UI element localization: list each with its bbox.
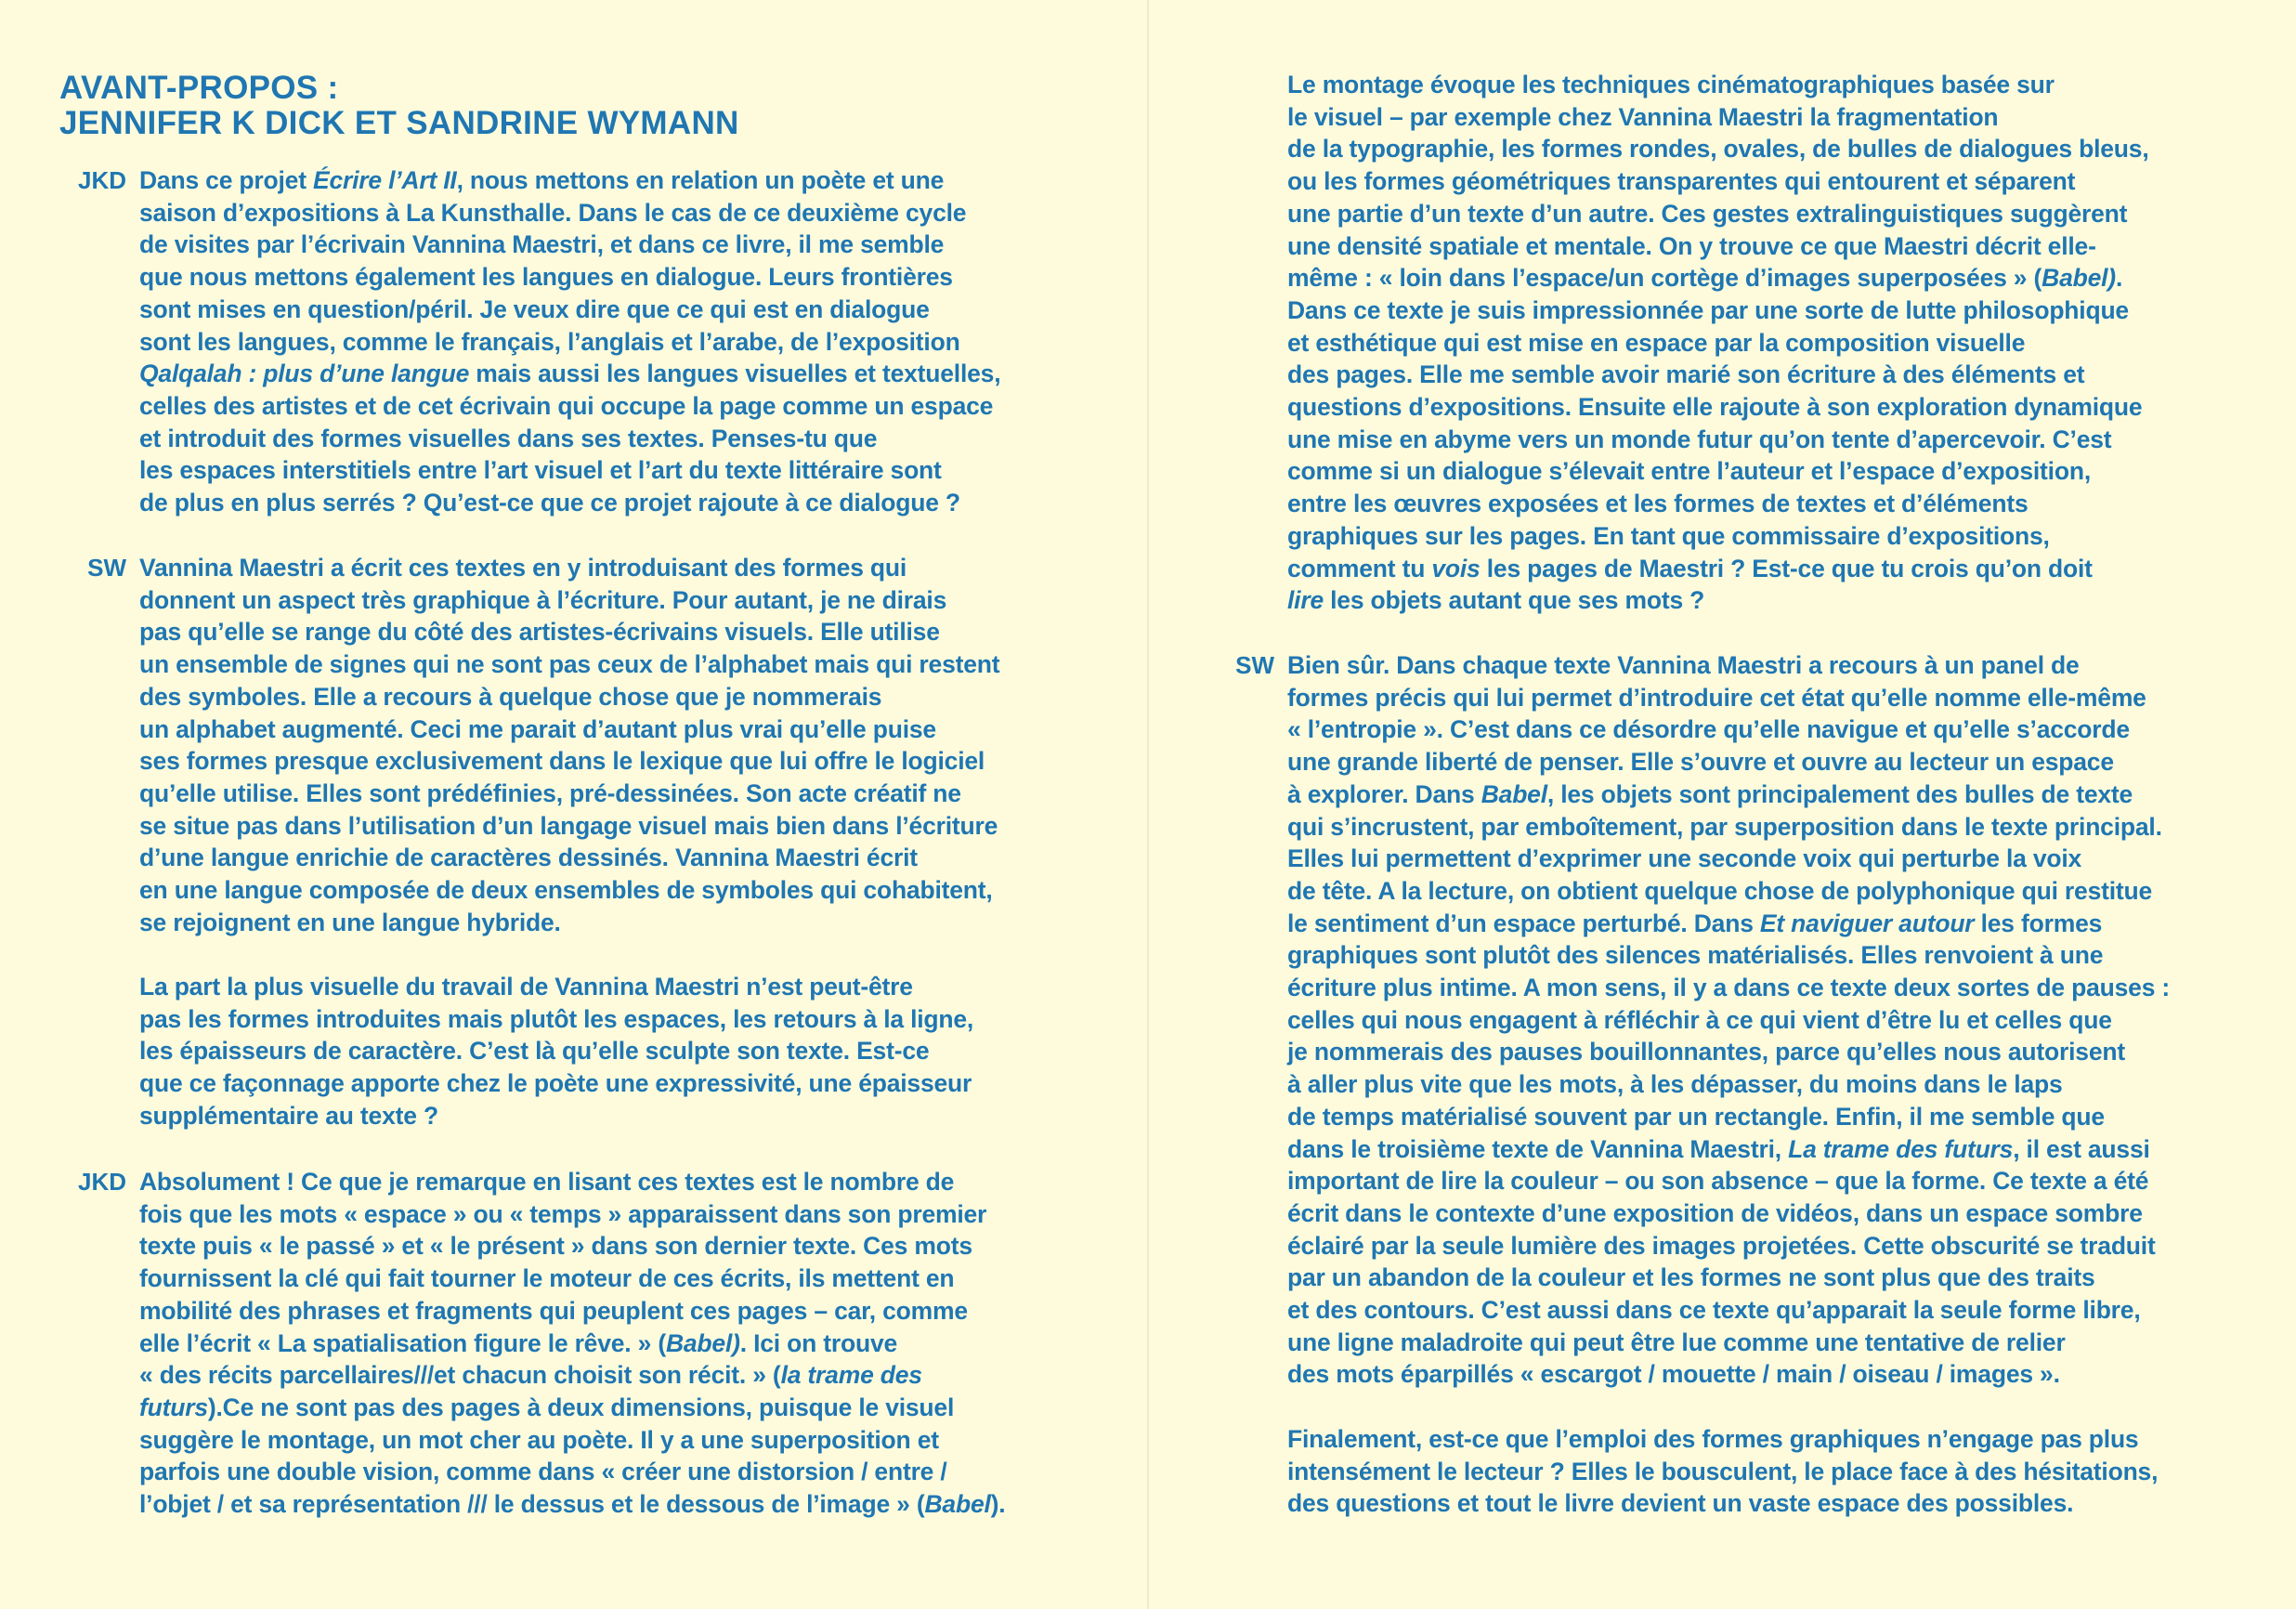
text-line: mobilité des phrases et fragments qui peuplent ces pages – car, comme	[139, 1296, 968, 1325]
text-line: Le montage évoque les techniques cinématographiques basée sur	[1287, 71, 2055, 98]
text-line: que nous mettons également les langues en dialogue. Leurs frontières	[139, 263, 953, 292]
speaker-label: SW	[87, 554, 126, 582]
right-page	[1148, 0, 2296, 1609]
text-line: Absolument ! Ce que je remarque en lisant ces textes est le nombre de	[139, 1168, 955, 1196]
text-line: un alphabet augmenté. Ceci me parait d’autant plus vrai qu’elle puise	[139, 714, 936, 743]
text-line: en une langue composée de deux ensembles de symboles qui cohabitent,	[139, 876, 993, 905]
text-line: un ensemble de signes qui ne sont pas ceux de l’alphabet mais qui restent	[139, 650, 1000, 679]
text-line: une densité spatiale et mentale. On y trouve ce que Maestri décrit elle-	[1287, 231, 2096, 260]
italic-text: Et naviguer autour	[1759, 909, 1975, 937]
text-line: donnent un aspect très graphique à l’écriture. Pour autant, je ne dirais	[139, 585, 947, 614]
title-line-2: JENNIFER K DICK ET SANDRINE WYMANN	[59, 105, 739, 141]
text-line: et introduit des formes visuelles dans ses textes. Penses-tu que	[139, 424, 878, 452]
text-line: que ce façonnage apporte chez le poète une expressivité, une épaisseur	[139, 1069, 972, 1098]
text-line: graphiques sont plutôt des silences matérialisés. Elles renvoient à une	[1287, 941, 2104, 970]
text-line: d’une langue enrichie de caractères dessinés. Vannina Maestri écrit	[139, 844, 918, 872]
italic-text: futurs	[139, 1393, 208, 1421]
text-line: pas les formes introduites mais plutôt les espaces, les retours à la ligne,	[139, 1004, 974, 1033]
text-line: par un abandon de la couleur et les formes ne sont plus que des traits	[1287, 1263, 2095, 1292]
text-line: éclairé par la seule lumière des images projetées. Cette obscurité se traduit	[1287, 1231, 2156, 1260]
text-line: fois que les mots « espace » ou « temps » apparaissent dans son premier	[139, 1199, 987, 1228]
text-line: le visuel – par exemple chez Vannina Maestri la fragmentation	[1287, 102, 1999, 131]
text-line: je nommerais des pauses bouillonnantes, parce qu’elles nous autorisent	[1287, 1038, 2125, 1066]
text-line: une grande liberté de penser. Elle s’ouvre et ouvre au lecteur un espace	[1287, 748, 2114, 777]
text-line: à explorer. Dans Babel, les objets sont principalement des bulles de texte	[1287, 779, 2133, 808]
text-line: et des contours. C’est aussi dans ce texte qu’apparait la seule forme libre,	[1287, 1296, 2141, 1325]
text-line: entre les œuvres exposées et les formes de textes et d’éléments	[1287, 490, 2029, 518]
text-line: elle l’écrit « La spatialisation figure le rêve. » (Babel). Ici on trouve	[139, 1328, 898, 1357]
italic-text: lire	[1287, 586, 1324, 615]
paragraph	[139, 971, 973, 1132]
paragraph	[1287, 69, 2149, 617]
text-line: une partie d’un texte d’un autre. Ces gestes extralinguistiques suggèrent	[1287, 199, 2128, 228]
text-line: sont mises en question/péril. Je veux dire que ce qui est en dialogue	[139, 294, 930, 323]
text-line: des mots éparpillés « escargot / mouette / main / oiseau / images ».	[1287, 1360, 2060, 1389]
text-line: La part la plus visuelle du travail de Vannina Maestri n’est peut-être	[139, 973, 913, 1001]
paragraph	[1287, 1423, 2158, 1520]
italic-text: Babel)	[665, 1328, 740, 1357]
text-line: de la typographie, les formes rondes, ovales, de bulles de dialogues bleus,	[1287, 135, 2149, 164]
text-line: pas qu’elle se range du côté des artistes-écrivains visuels. Elle utilise	[139, 618, 940, 647]
italic-text: Écrire l’Art II	[312, 166, 457, 194]
paragraph	[139, 552, 999, 938]
speaker-label: JKD	[77, 1168, 126, 1196]
text-line: une mise en abyme vers un monde futur qu’on tente d’apercevoir. C’est	[1287, 425, 2112, 453]
text-line: de visites par l’écrivain Vannina Maestri, et dans ce livre, il me semble	[139, 230, 945, 259]
italic-text: Babel	[924, 1490, 991, 1519]
text-line: questions d’expositions. Ensuite elle rajoute à son exploration dynamique	[1287, 393, 2143, 422]
text-line: texte puis « le passé » et « le présent » dans son dernier texte. Ces mots	[139, 1232, 972, 1261]
italic-text: Babel)	[2042, 264, 2116, 293]
text-line: qu’elle utilise. Elles sont prédéfinies, pré-dessinées. Son acte créatif ne	[139, 778, 961, 807]
page-title	[59, 71, 739, 141]
text-line: « l’entropie ». C’est dans ce désordre qu’elle navigue et qu’elle s’accorde	[1287, 715, 2130, 744]
text-line: écrit dans le contexte d’une exposition de vidéos, dans un espace sombre	[1287, 1198, 2143, 1227]
text-line: Elles lui permettent d’exprimer une seconde voix qui perturbe la voix	[1287, 844, 2082, 873]
text-line: Finalement, est-ce que l’emploi des formes graphiques n’engage pas plus	[1287, 1425, 2139, 1453]
text-line: une ligne maladroite qui peut être lue comme une tentative de relier	[1287, 1328, 2066, 1356]
text-line: Vannina Maestri a écrit ces textes en y introduisant des formes qui	[139, 554, 907, 582]
text-line: suggère le montage, un mot cher au poète. Il y a une superposition et	[139, 1425, 939, 1454]
text-line: intensément le lecteur ? Elles le bousculent, le place face à des hésitations,	[1287, 1457, 2159, 1485]
text-line: dans le troisième texte de Vannina Maestri, La trame des futurs, il est aussi	[1287, 1134, 2150, 1163]
text-line: des questions et tout le livre devient un vaste espace des possibles.	[1287, 1489, 2074, 1518]
text-line: ou les formes géométriques transparentes qui entourent et séparent	[1287, 167, 2076, 196]
text-line: supplémentaire au texte ?	[139, 1101, 438, 1130]
text-line: de tête. A la lecture, on obtient quelque chose de polyphonique qui restitue	[1287, 876, 2153, 905]
text-line: ses formes presque exclusivement dans le lexique que lui offre le logiciel	[139, 747, 985, 776]
text-line: lire les objets autant que ses mots ?	[1287, 586, 1705, 615]
title-line-1: AVANT-PROPOS :	[59, 70, 339, 106]
text-line: futurs).Ce ne sont pas des pages à deux dimensions, puisque le visuel	[139, 1393, 955, 1421]
text-line: Dans ce texte je suis impressionnée par une sorte de lutte philosophique	[1287, 295, 2129, 324]
text-line: sont les langues, comme le français, l’anglais et l’arabe, de l’exposition	[139, 327, 960, 356]
text-line: se situe pas dans l’utilisation d’un langage visuel mais bien dans l’écriture	[139, 811, 998, 840]
paragraph	[139, 164, 1000, 519]
text-line: parfois une double vision, comme dans « créer une distorsion / entre /	[139, 1458, 947, 1486]
text-line: celles des artistes et de cet écrivain qui occupe la page comme un espace	[139, 391, 994, 420]
italic-text: Qalqalah : plus d’une langue	[139, 360, 470, 388]
italic-text: vois	[1431, 554, 1481, 582]
speaker-label: JKD	[77, 166, 126, 194]
text-line: graphiques sur les pages. En tant que commissaire d’expositions,	[1287, 521, 2050, 550]
italic-text: La trame des futurs	[1788, 1134, 2014, 1163]
text-line: écriture plus intime. A mon sens, il y a dans ce texte deux sortes de pauses :	[1287, 974, 2171, 1002]
text-line: important de lire la couleur – ou son absence – que la forme. Ce texte a été	[1287, 1167, 2149, 1196]
text-line: se rejoignent en une langue hybride.	[139, 908, 561, 936]
text-line: comme si un dialogue s’élevait entre l’auteur et l’espace d’exposition,	[1287, 457, 2091, 486]
speaker-label: SW	[1235, 651, 1274, 679]
text-line: les espaces interstitiels entre l’art visuel et l’art du texte littéraire sont	[139, 456, 942, 485]
text-line: Dans ce projet Écrire l’Art II, nous mettons en relation un poète et une	[139, 166, 945, 194]
italic-text: Babel	[1481, 779, 1547, 808]
text-line: les épaisseurs de caractère. C’est là qu’elle sculpte son texte. Est-ce	[139, 1037, 930, 1066]
text-line: saison d’expositions à La Kunsthalle. Dans le cas de ce deuxième cycle	[139, 198, 967, 227]
text-line: comment tu vois les pages de Maestri ? Est-ce que tu crois qu’on doit	[1287, 554, 2093, 582]
text-line: Bien sûr. Dans chaque texte Vannina Maestri a recours à un panel de	[1287, 651, 2080, 679]
text-line: à aller plus vite que les mots, à les dépasser, du moins dans le laps	[1287, 1070, 2063, 1099]
text-line: qui s’incrustent, par emboîtement, par superposition dans le texte principal.	[1287, 812, 2162, 841]
text-line: de temps matérialisé souvent par un rectangle. Enfin, il me semble que	[1287, 1102, 2105, 1131]
text-line: le sentiment d’un espace perturbé. Dans Et naviguer autour les formes	[1287, 909, 2103, 937]
text-line: formes précis qui lui permet d’introduire cet état qu’elle nomme elle-même	[1287, 683, 2146, 712]
text-line: l’objet / et sa représentation /// le dessus et le dessous de l’image » (Babel).	[139, 1490, 1006, 1519]
text-line: et esthétique qui est mise en espace par la composition visuelle	[1287, 328, 2026, 357]
text-line: « des récits parcellaires///et chacun choisit son récit. » (la trame des	[139, 1361, 922, 1390]
text-line: de plus en plus serrés ? Qu’est-ce que ce projet rajoute à ce dialogue ?	[139, 489, 960, 517]
italic-text: la trame des	[780, 1361, 922, 1390]
text-line: des symboles. Elle a recours à quelque chose que je nommerais	[139, 682, 882, 711]
text-line: celles qui nous engagent à réfléchir à ce qui vient d’être lu et celles que	[1287, 1005, 2112, 1034]
text-line: fournissent la clé qui fait tourner le moteur de ces écrits, ils mettent en	[139, 1264, 955, 1293]
text-line: même : « loin dans l’espace/un cortège d’images superposées » (Babel).	[1287, 264, 2123, 293]
paragraph	[1287, 649, 2170, 1391]
text-line: Qalqalah : plus d’une langue mais aussi les langues visuelles et textuelles,	[139, 360, 1001, 388]
text-line: des pages. Elle me semble avoir marié son écriture à des éléments et	[1287, 360, 2085, 389]
paragraph	[139, 1166, 1005, 1521]
